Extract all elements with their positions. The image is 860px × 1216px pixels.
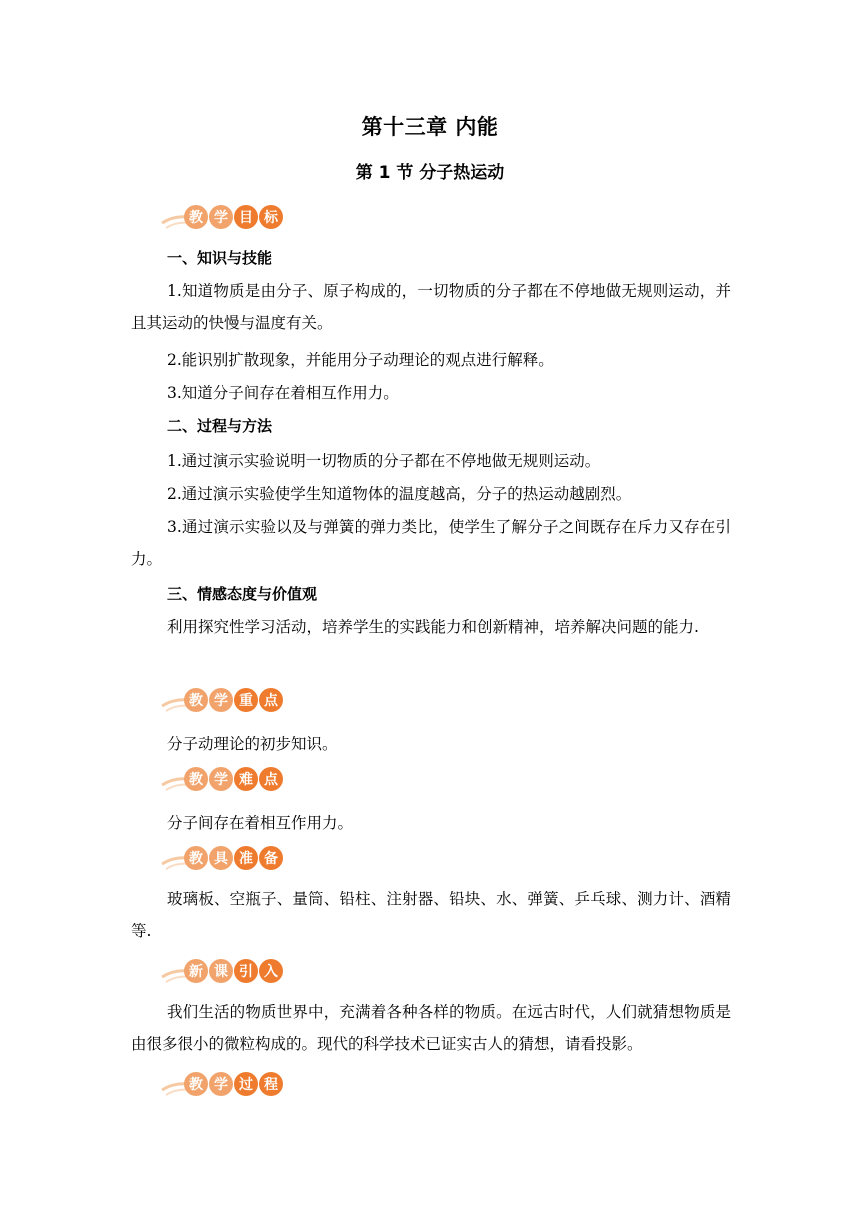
teaching-goals-badge [160, 203, 280, 231]
badge-char: 引 [234, 959, 258, 983]
attitude-heading: 三、情感态度与价值观 [167, 585, 318, 603]
badge-char: 难 [234, 767, 258, 791]
badge-char: 新 [184, 959, 208, 983]
badge-char: 学 [209, 1072, 233, 1096]
difficulties-text: 分子间存在着相互作用力。 [167, 814, 354, 832]
process-heading: 二、过程与方法 [167, 417, 273, 435]
materials-badge [160, 844, 280, 872]
badge-char: 程 [259, 1072, 283, 1096]
goal-item: 1.通过演示实验说明一切物质的分子都在不停地做无规则运动。 [167, 452, 601, 470]
badge-char: 教 [184, 688, 208, 712]
intro-text: 我们生活的物质世界中，充满着各种各样的物质。在远古时代，人们就猜想物质是由很多很小的微粒构成的。现代的科学技术已证实古人的猜想，请看投影。 [131, 1003, 731, 1053]
badge-char: 点 [259, 688, 283, 712]
badge-char: 学 [209, 205, 233, 229]
badge-char: 教 [184, 767, 208, 791]
chapter-title: 第十三章 内能 [361, 115, 499, 139]
process-badge [160, 1070, 280, 1098]
knowledge-heading: 一、知识与技能 [167, 249, 273, 267]
badge-char: 课 [209, 959, 233, 983]
badge-char: 备 [259, 846, 283, 870]
badge-char: 准 [234, 846, 258, 870]
goal-item: 1.知道物质是由分子、原子构成的，一切物质的分子都在不停地做无规则运动，并且其运动的快慢与温度有关。 [131, 282, 731, 332]
badge-char: 学 [209, 688, 233, 712]
badge-char: 目 [234, 205, 258, 229]
badge-char: 点 [259, 767, 283, 791]
section-title: 第 1 节 分子热运动 [355, 163, 505, 183]
key-points-text: 分子动理论的初步知识。 [167, 735, 338, 753]
badge-char: 过 [234, 1072, 258, 1096]
goal-item: 2.通过演示实验使学生知道物体的温度越高，分子的热运动越剧烈。 [167, 485, 632, 503]
badge-char: 重 [234, 688, 258, 712]
badge-char: 标 [259, 205, 283, 229]
attitude-text: 利用探究性学习活动，培养学生的实践能力和创新精神，培养解决问题的能力. [167, 618, 699, 636]
badge-char: 教 [184, 846, 208, 870]
goal-item: 3.知道分子间存在着相互作用力。 [167, 384, 399, 402]
badge-char: 学 [209, 767, 233, 791]
materials-text: 玻璃板、空瓶子、量筒、铅柱、注射器、铅块、水、弹簧、乒乓球、测力计、酒精等. [131, 890, 731, 940]
badge-char: 入 [259, 959, 283, 983]
badge-char: 教 [184, 1072, 208, 1096]
goal-item: 3.通过演示实验以及与弹簧的弹力类比，使学生了解分子之间既存在斥力又存在引力。 [131, 518, 731, 568]
key-points-badge [160, 686, 280, 714]
intro-badge [160, 957, 280, 985]
difficulties-badge [160, 765, 280, 793]
goal-item: 2.能识别扩散现象，并能用分子动理论的观点进行解释。 [167, 351, 554, 369]
badge-char: 教 [184, 205, 208, 229]
badge-char: 具 [209, 846, 233, 870]
